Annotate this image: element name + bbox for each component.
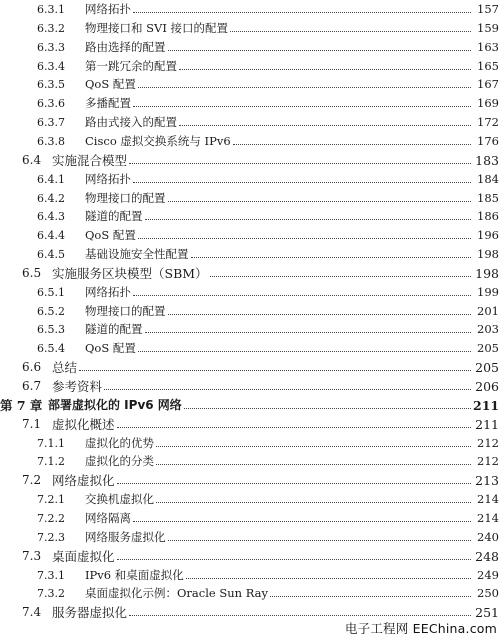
entry-page-number: 214 <box>477 492 499 507</box>
entry-title: Cisco 虚拟交换系统与 IPv6 <box>85 133 231 148</box>
entry-page-number: 184 <box>477 171 499 186</box>
dot-leader <box>133 521 471 522</box>
entry-page-number: 240 <box>477 529 499 544</box>
subsection-entry <box>0 582 503 601</box>
entry-page-number: 198 <box>477 247 499 262</box>
dot-leader <box>270 596 471 597</box>
entry-page-number: 186 <box>477 209 499 224</box>
subsection-entry <box>0 111 503 130</box>
entry-number: 6.3.5 <box>37 78 65 92</box>
section-entry <box>0 545 503 564</box>
entry-number: 7.2.2 <box>37 511 65 525</box>
subsection-entry <box>0 224 503 243</box>
entry-title: 隧道的配置 <box>85 209 143 224</box>
entry-page-number: 203 <box>477 322 499 337</box>
entry-number: 7.4 <box>22 605 42 620</box>
entry-title: 虚拟化概述 <box>52 416 115 432</box>
entry-number: 6.3.7 <box>37 116 65 130</box>
entry-page-number: 214 <box>477 510 499 525</box>
dot-leader <box>179 69 471 70</box>
entry-number: 7.3.1 <box>37 568 65 582</box>
subsection-entry <box>0 17 503 36</box>
entry-title: 路由式接入的配置 <box>85 115 177 130</box>
entry-number: 6.5.1 <box>37 285 65 299</box>
section-entry <box>0 413 503 432</box>
entry-page-number: 172 <box>477 115 499 130</box>
entry-page-number: 185 <box>477 190 499 205</box>
subsection-entry <box>0 0 503 17</box>
entry-title: 网络拓扑 <box>85 284 131 299</box>
subsection-entry <box>0 92 503 111</box>
entry-title: 网络虚拟化 <box>52 473 115 489</box>
entry-number: 6.7 <box>22 379 42 393</box>
watermark: 电子工程网 EEChina.com <box>344 621 497 636</box>
dot-leader <box>233 144 471 145</box>
dot-leader <box>210 276 471 277</box>
section-entry <box>0 601 503 620</box>
subsection-entry <box>0 526 503 545</box>
entry-page-number: 248 <box>475 548 499 564</box>
subsection-entry <box>0 337 503 356</box>
subsection-entry <box>0 300 503 319</box>
dot-leader <box>129 615 471 616</box>
entry-page-number: 201 <box>477 303 499 318</box>
section-entry <box>0 149 503 168</box>
dot-leader <box>156 446 471 447</box>
entry-page-number: 169 <box>477 96 499 111</box>
entry-title: 部署虚拟化的 IPv6 网络 <box>48 397 182 412</box>
dot-leader <box>168 314 472 315</box>
dot-leader <box>191 257 472 258</box>
dot-leader <box>117 483 471 484</box>
entry-number: 6.4 <box>22 152 42 167</box>
entry-page-number: 199 <box>477 284 499 299</box>
chapter-entry <box>0 394 503 413</box>
dot-leader <box>129 163 471 164</box>
subsection-entry <box>0 281 503 300</box>
subsection-entry <box>0 73 503 92</box>
entry-page-number: 205 <box>477 341 499 356</box>
entry-number: 6.5.3 <box>37 323 65 337</box>
entry-page-number: 249 <box>477 567 499 582</box>
section-entry <box>0 375 503 394</box>
entry-title: 实施服务区块模型（SBM） <box>52 265 208 281</box>
dot-leader <box>138 87 471 88</box>
subsection-entry <box>0 318 503 337</box>
section-entry <box>0 262 503 281</box>
subsection-entry <box>0 243 503 262</box>
entry-title: 桌面虚拟化示例：Oracle Sun Ray <box>85 586 268 601</box>
entry-page-number: 196 <box>477 228 499 243</box>
dot-leader <box>179 125 471 126</box>
dot-leader <box>133 295 471 296</box>
entry-number: 6.3.3 <box>37 40 65 54</box>
entry-title: 物理接口和 SVI 接口的配置 <box>85 20 229 35</box>
dot-leader <box>138 238 471 239</box>
entry-page-number: 165 <box>477 58 499 73</box>
entry-number: 6.5.4 <box>37 342 65 356</box>
entry-title: 物理接口的配置 <box>85 190 166 205</box>
entry-page-number: 176 <box>477 133 499 148</box>
entry-page-number: 163 <box>477 39 499 54</box>
dot-leader <box>138 351 471 352</box>
subsection-entry <box>0 432 503 451</box>
dot-leader <box>184 408 471 409</box>
entry-title: 网络拓扑 <box>85 171 131 186</box>
entry-number: 6.3.6 <box>37 97 65 111</box>
entry-page-number: 251 <box>475 605 499 621</box>
dot-leader <box>156 502 471 503</box>
subsection-entry <box>0 130 503 149</box>
entry-number: 6.3.2 <box>37 21 65 35</box>
entry-page-number: 211 <box>473 397 500 413</box>
subsection-entry <box>0 168 503 187</box>
entry-title: 总结 <box>52 360 78 376</box>
entry-number: 6.5.2 <box>37 304 65 318</box>
entry-title: 物理接口的配置 <box>85 303 166 318</box>
entry-number: 6.4.1 <box>37 172 65 186</box>
dot-leader <box>133 106 471 107</box>
subsection-entry <box>0 507 503 526</box>
section-entry <box>0 356 503 375</box>
dot-leader <box>230 31 471 32</box>
subsection-entry <box>0 450 503 469</box>
entry-title: 实施混合模型 <box>52 152 128 168</box>
entry-page-number: 250 <box>477 586 499 601</box>
entry-page-number: 212 <box>477 435 499 450</box>
dot-leader <box>168 201 472 202</box>
entry-number: 7.1.2 <box>37 455 65 469</box>
subsection-entry <box>0 36 503 55</box>
subsection-entry <box>0 187 503 206</box>
entry-title: 网络隔离 <box>85 510 131 525</box>
entry-number: 6.3.4 <box>37 59 65 73</box>
dot-leader <box>145 219 472 220</box>
dot-leader <box>117 427 471 428</box>
entry-title: 服务器虚拟化 <box>52 605 128 621</box>
entry-page-number: 167 <box>477 77 499 92</box>
entry-number: 6.4.2 <box>37 191 65 205</box>
entry-page-number: 157 <box>477 2 499 16</box>
entry-number: 6.4.5 <box>37 248 65 262</box>
entry-number: 6.4.3 <box>37 210 65 224</box>
entry-title: 多播配置 <box>85 96 131 111</box>
entry-title: IPv6 和桌面虚拟化 <box>85 567 184 582</box>
dot-leader <box>168 540 472 541</box>
entry-title: QoS 配置 <box>85 228 136 243</box>
entry-number: 6.3.8 <box>37 134 65 148</box>
entry-number: 7.1.1 <box>37 436 65 450</box>
entry-number: 7.2 <box>22 473 42 488</box>
entry-number: 7.3.2 <box>37 587 65 601</box>
entry-page-number: 159 <box>477 20 499 35</box>
dot-leader <box>168 50 472 51</box>
dot-leader <box>133 12 471 13</box>
entry-number: 6.6 <box>22 360 42 375</box>
entry-page-number: 206 <box>475 379 499 394</box>
entry-number: 6.3.1 <box>37 3 65 16</box>
dot-leader <box>145 332 472 333</box>
entry-page-number: 198 <box>475 265 499 281</box>
entry-title: 基础设施安全性配置 <box>85 247 189 262</box>
subsection-entry <box>0 488 503 507</box>
entry-number: 6.5 <box>22 265 42 280</box>
entry-number: 7.2.1 <box>37 493 65 507</box>
entry-title: 交换机虚拟化 <box>85 492 154 507</box>
entry-number: 6.4.4 <box>37 229 65 243</box>
dot-leader <box>156 464 471 465</box>
entry-title: 网络服务虚拟化 <box>85 529 166 544</box>
entry-number: 7.3 <box>22 548 42 563</box>
dot-leader <box>186 578 471 579</box>
entry-title: 参考资料 <box>52 379 103 394</box>
entry-title: 第一跳冗余的配置 <box>85 58 177 73</box>
entry-title: 网络拓扑 <box>85 2 131 16</box>
subsection-entry <box>0 205 503 224</box>
entry-number: 第 7 章 <box>0 397 43 413</box>
section-entry <box>0 469 503 488</box>
entry-page-number: 205 <box>475 360 499 376</box>
entry-number: 7.1 <box>22 416 42 431</box>
entry-title: 隧道的配置 <box>85 322 143 337</box>
entry-title: QoS 配置 <box>85 77 136 92</box>
subsection-entry <box>0 55 503 74</box>
entry-title: 桌面虚拟化 <box>52 548 115 564</box>
entry-page-number: 183 <box>475 152 499 168</box>
entry-page-number: 211 <box>475 416 499 432</box>
dot-leader <box>117 559 471 560</box>
subsection-entry <box>0 564 503 583</box>
entry-page-number: 213 <box>475 473 499 489</box>
entry-number: 7.2.3 <box>37 530 65 544</box>
entry-title: 虚拟化的分类 <box>85 454 154 469</box>
dot-leader <box>133 182 471 183</box>
entry-title: 虚拟化的优势 <box>85 435 154 450</box>
entry-page-number: 212 <box>477 454 499 469</box>
dot-leader <box>104 389 471 390</box>
dot-leader <box>79 370 471 371</box>
entry-title: 路由选择的配置 <box>85 39 166 54</box>
entry-title: QoS 配置 <box>85 341 136 356</box>
